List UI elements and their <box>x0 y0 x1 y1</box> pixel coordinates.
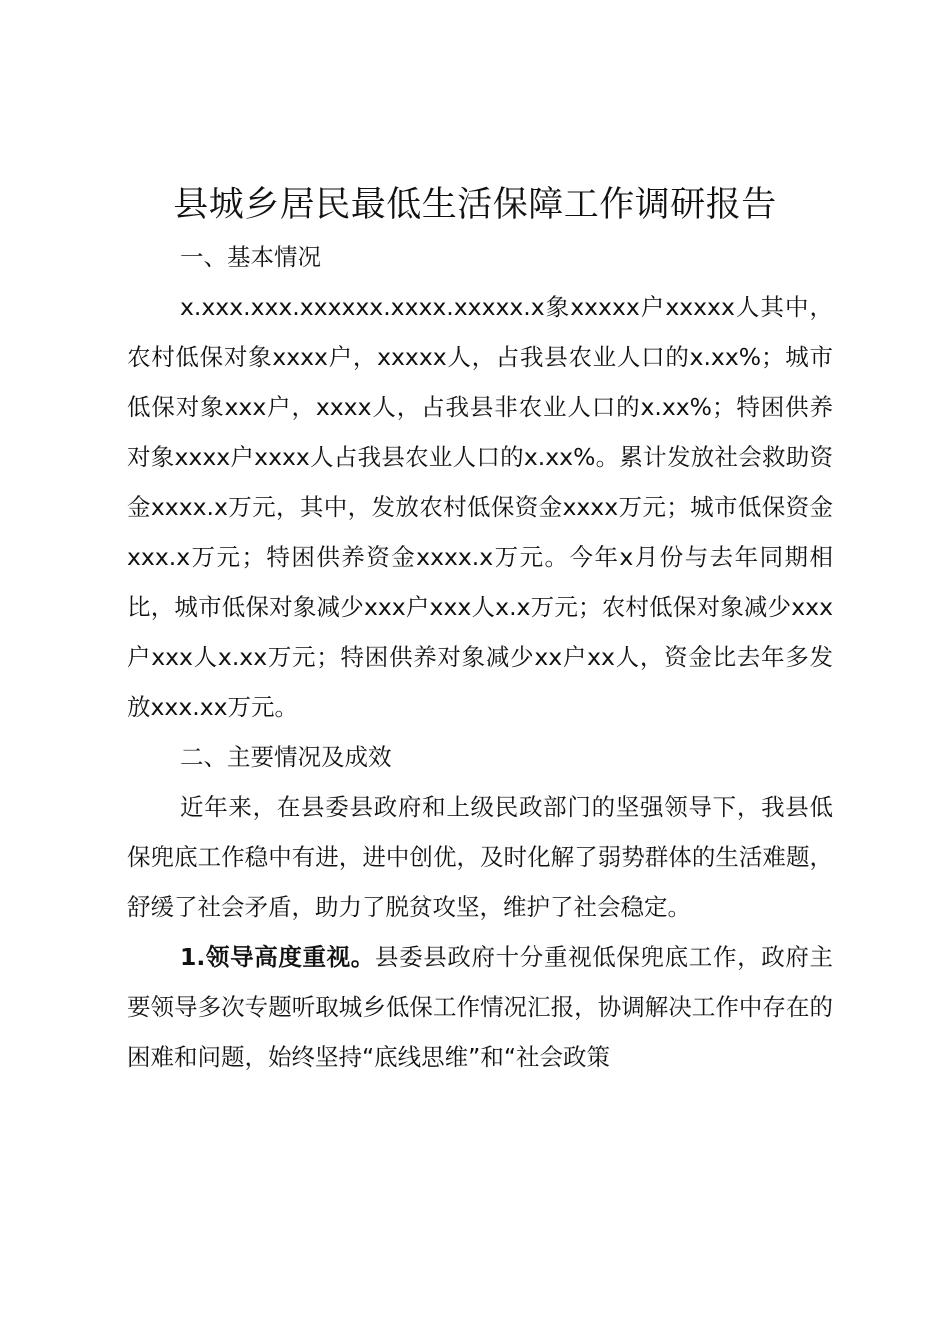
leadership-lead: 1.领导高度重视。 <box>180 943 375 971</box>
section-heading-basic-situation: 一、基本情况 <box>180 243 321 271</box>
main-situation-paragraph: 近年来，在县委县政府和上级民政部门的坚强领导下，我县低保兜底工作稳中有进，进中创优，及时化解了弱势群体的生活难题，舒缓了社会矛盾，助力了脱贫攻坚，维护了社会稳定。 <box>127 793 833 921</box>
section-heading-main-situation: 二、主要情况及成效 <box>180 743 392 771</box>
document-body <box>127 232 833 1082</box>
leadership-text: 县委县政府十分重视低保兜底工作，政府主要领导多次专题听取城乡低保工作情况汇报，协调解决工作中存在的困难和问题，始终坚持“底线思维”和“社会政策 <box>127 943 834 1071</box>
leadership-paragraph <box>127 932 833 1082</box>
basic-situation-paragraph: x.xxx.xxx.xxxxxx.xxxx.xxxxx.x象xxxxx户xxxxx人其中，农村低保对象xxxx户，xxxxx人，占我县农业人口的x.xx%；城市低保对象xxx户，xxxx人，占我县非农业人口的x.xx%；特困供养对象xxxx户xxxx人占我县农业人口的x.xx%。累计发放社会救助资金xxxx.x万元，其中，发放农村低保资金xxxx万元；城市低保资金xxx.x万元；特困供养资金xxxx.x万元。今年x月份与去年同期相比，城市低保对象减少xxx户xxx人x.x万元；农村低保对象减少xxx户xxx人x.xx万元；特困供养对象减少xx户xx人，资金比去年多发放xxx.xx万元。 <box>127 293 833 721</box>
document-title: 县城乡居民最低生活保障工作调研报告 <box>173 185 777 225</box>
